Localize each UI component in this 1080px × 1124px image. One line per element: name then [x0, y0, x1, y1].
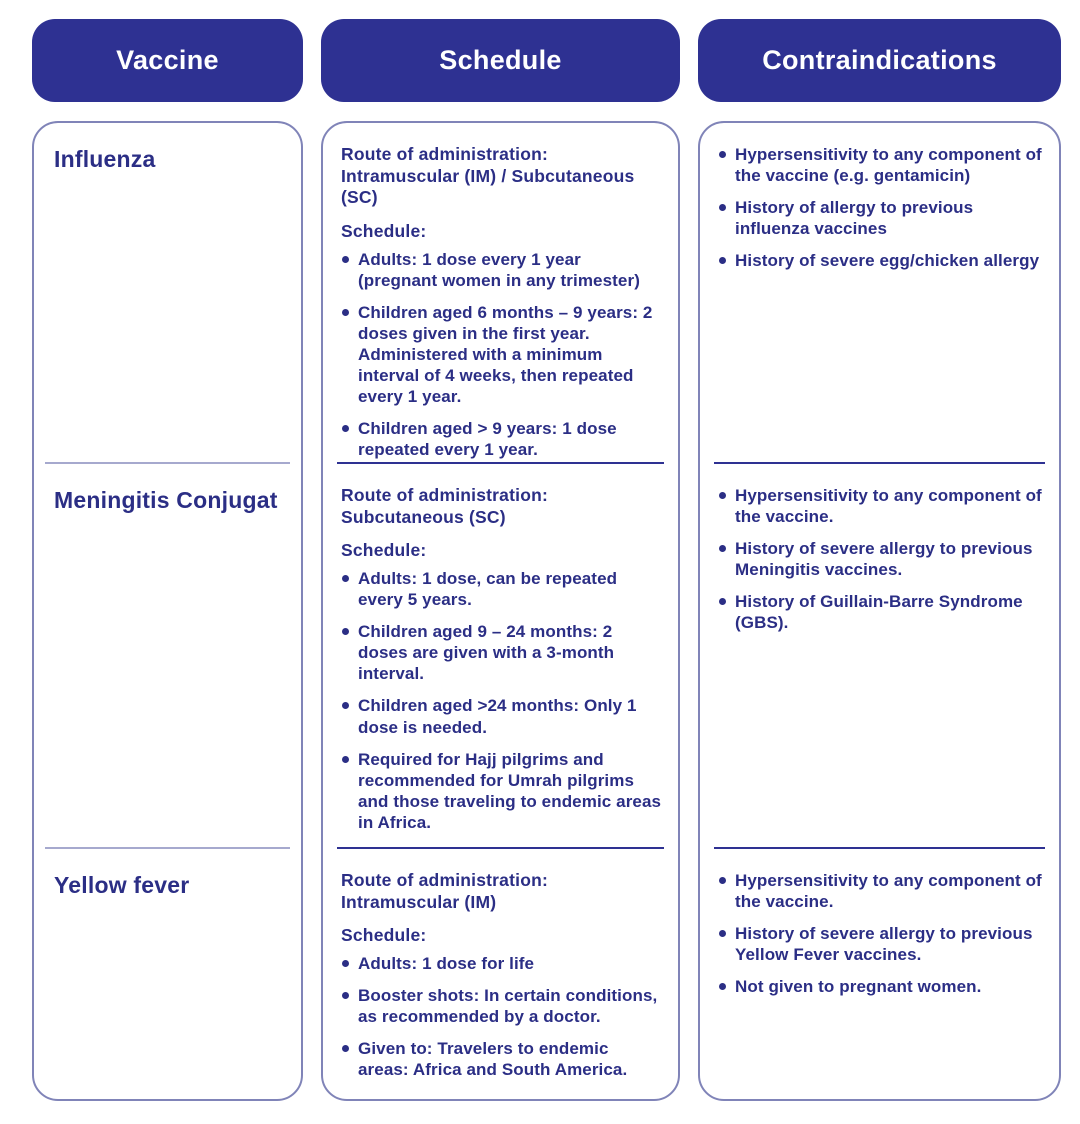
- route-value: Intramuscular (IM) / Subcutaneous (SC): [341, 165, 635, 208]
- contraindication-item: Not given to pregnant women.: [718, 976, 1044, 997]
- schedule-item: Children aged > 9 years: 1 dose repeated every 1 year.: [341, 418, 663, 460]
- schedule-item: Children aged 9 – 24 months: 2 doses are given with a 3-month interval.: [341, 621, 663, 684]
- contraindication-item: History of severe allergy to previous Yellow Fever vaccines.: [718, 923, 1044, 965]
- column-header-contraindications: Contraindications: [698, 19, 1061, 102]
- vaccine-cell-influenza: [34, 123, 301, 462]
- route-label: Route of administration:: [341, 485, 549, 505]
- vaccine-cell-meningitis: [34, 464, 301, 847]
- schedule-label: Schedule:: [341, 221, 427, 242]
- vaccine-column: [32, 121, 303, 1101]
- schedule-label: Schedule:: [341, 540, 427, 561]
- contraindications-cell-meningitis: [700, 464, 1059, 847]
- schedule-item: Adults: 1 dose every 1 year (pregnant women in any trimester): [341, 249, 663, 291]
- vaccine-name: Meningitis Conjugat: [54, 487, 278, 513]
- column-header-schedule: Schedule: [321, 19, 680, 102]
- route-value: Intramuscular (IM): [341, 891, 497, 912]
- contraindication-item: Hypersensitivity to any component of the vaccine.: [718, 870, 1044, 912]
- contraindications-column: [698, 121, 1061, 1101]
- schedule-item: Children aged 6 months – 9 years: 2 doses given in the first year. Administered with a minimum interval of 4 weeks, then repeated every 1 year.: [341, 302, 663, 407]
- schedule-cell-yellow-fever: [323, 849, 678, 1099]
- schedule-item: Adults: 1 dose for life: [341, 953, 663, 974]
- contraindication-item: History of allergy to previous influenza vaccines: [718, 197, 1044, 239]
- route-block: [341, 144, 663, 209]
- schedule-label: Schedule:: [341, 925, 427, 946]
- schedule-item: Given to: Travelers to endemic areas: Africa and South America.: [341, 1038, 663, 1080]
- contraindication-item: History of severe egg/chicken allergy: [718, 250, 1044, 271]
- contraindications-cell-yellow-fever: [700, 849, 1059, 1099]
- route-block: [341, 485, 663, 528]
- schedule-cell-influenza: [323, 123, 678, 462]
- route-label: Route of administration:: [341, 144, 549, 164]
- contraindications-list: [718, 870, 1044, 997]
- contraindications-list: [718, 485, 1044, 633]
- vaccine-name: Influenza: [54, 146, 156, 172]
- contraindications-cell-influenza: [700, 123, 1059, 462]
- schedule-list: [341, 249, 663, 461]
- schedule-list: [341, 568, 663, 833]
- schedule-cell-meningitis: [323, 464, 678, 847]
- schedule-item: Children aged >24 months: Only 1 dose is needed.: [341, 695, 663, 737]
- contraindication-item: History of Guillain-Barre Syndrome (GBS).: [718, 591, 1044, 633]
- contraindication-item: Hypersensitivity to any component of the vaccine (e.g. gentamicin): [718, 144, 1044, 186]
- schedule-column: [321, 121, 680, 1101]
- route-label: Route of administration:: [341, 870, 549, 890]
- schedule-item: Booster shots: In certain conditions, as recommended by a doctor.: [341, 985, 663, 1027]
- column-header-vaccine: Vaccine: [32, 19, 303, 102]
- contraindication-item: Hypersensitivity to any component of the vaccine.: [718, 485, 1044, 527]
- schedule-list: [341, 953, 663, 1080]
- vaccine-cell-yellow-fever: [34, 849, 301, 1099]
- schedule-item: Adults: 1 dose, can be repeated every 5 years.: [341, 568, 663, 610]
- contraindications-list: [718, 144, 1044, 271]
- vaccine-name: Yellow fever: [54, 872, 190, 898]
- route-block: [341, 870, 663, 913]
- contraindication-item: History of severe allergy to previous Meningitis vaccines.: [718, 538, 1044, 580]
- schedule-item: Required for Hajj pilgrims and recommended for Umrah pilgrims and those traveling to endemic areas in Africa.: [341, 749, 663, 833]
- route-value: Subcutaneous (SC): [341, 506, 506, 527]
